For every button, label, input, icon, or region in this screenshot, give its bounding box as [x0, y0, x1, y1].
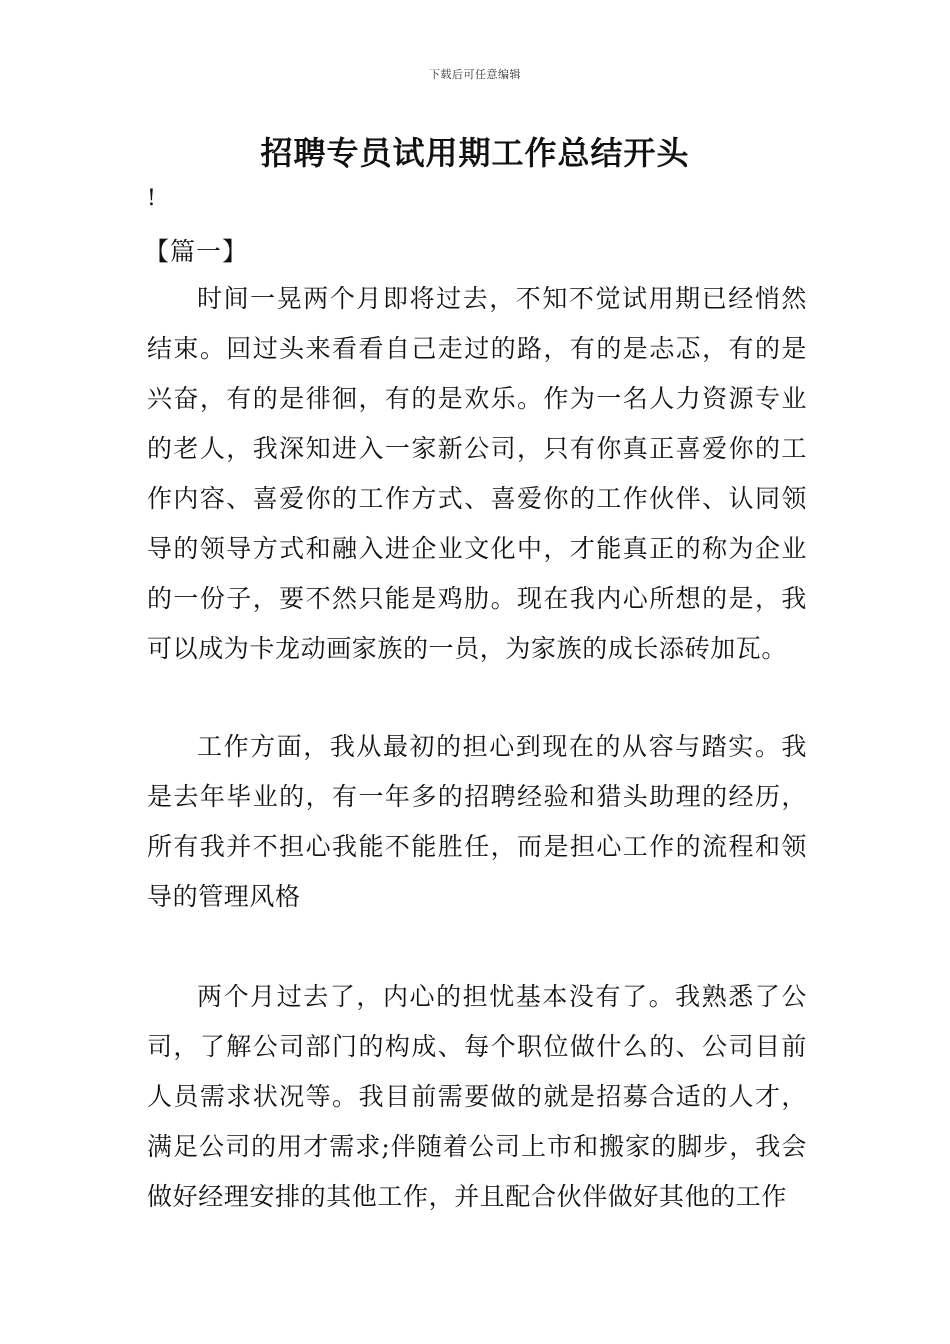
paragraph-2: 工作方面，我从最初的担心到现在的从容与踏实。我是去年毕业的，有一年多的招聘经验和猎头助理的经历，所有我并不担心我能不能胜任，而是担心工作的流程和领导的管理风格 — [147, 732, 807, 911]
header-note: 下载后可任意编辑 — [429, 68, 521, 81]
paragraph-1: 时间一晃两个月即将过去，不知不觉试用期已经悄然结束。回过头来看看自己走过的路，有的是忐忑，有的是兴奋，有的是徘徊，有的是欢乐。作为一名人力资源专业的老人，我深知进入一家新公司，只有你真正喜爱你的工作内容、喜爱你的工作方式、喜爱你的工作伙伴、认同领导的领导方式和融入进企业文化中，才能真正的称为企业的一份子，要不然只能是鸡肋。现在我内心所想的是，我可以成为卡龙动画家族的一员，为家族的成长添砖加瓦。 — [147, 284, 807, 663]
exclamation-mark: ! — [147, 186, 156, 211]
section-label: 【篇一】 — [144, 237, 249, 266]
paragraph-3: 两个月过去了，内心的担忧基本没有了。我熟悉了公司，了解公司部门的构成、每个职位做什么的、公司目前人员需求状况等。我目前需要做的就是招募合适的人才，满足公司的用才需求;伴随着公司上市和搬家的脚步，我会做好经理安排的其他工作，并且配合伙伴做好其他的工作 — [147, 982, 807, 1211]
page-title: 招聘专员试用期工作总结开头 — [260, 134, 690, 172]
